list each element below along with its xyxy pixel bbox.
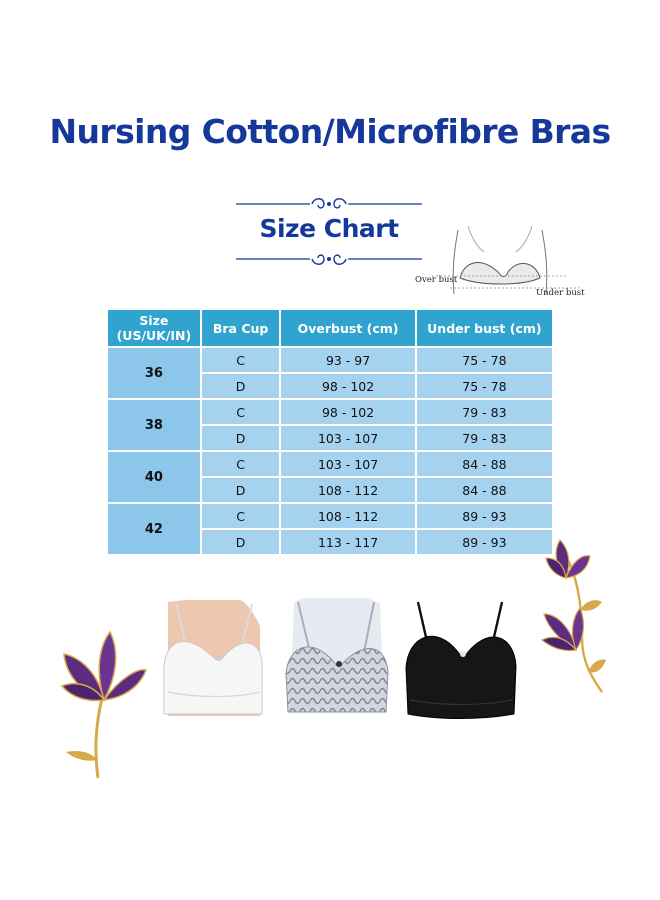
size-chart-heading: Size Chart [259,214,399,243]
header-bra-cup: Bra Cup [202,310,280,346]
overbust-cell: 108 - 112 [281,478,414,502]
cup-cell: C [202,504,280,528]
header-size-label: Size (US/UK/IN) [116,313,192,343]
page-title: Nursing Cotton/Microfibre Bras [49,112,611,151]
underbust-cell: 75 - 78 [417,348,552,372]
underbust-cell: 89 - 93 [417,504,552,528]
product-black-bra [402,596,518,740]
overbust-cell: 108 - 112 [281,504,414,528]
table-row [108,348,552,372]
under-bust-label: Under bust [536,288,585,298]
overbust-cell: 98 - 102 [281,374,414,398]
header-overbust: Overbust (cm) [281,310,414,346]
size-cell: 38 [108,400,200,450]
underbust-cell: 79 - 83 [417,426,552,450]
product-images [156,596,518,740]
overbust-cell: 103 - 107 [281,452,414,476]
table-row [108,504,552,528]
table-row [108,452,552,476]
underbust-cell: 75 - 78 [417,374,552,398]
table-row [108,400,552,424]
header-underbust: Under bust (cm) [417,310,552,346]
ornament-divider-bottom [232,250,426,268]
underbust-cell: 84 - 88 [417,452,552,476]
cup-cell: C [202,452,280,476]
size-cell: 40 [108,452,200,502]
cup-cell: D [202,530,280,554]
cup-cell: C [202,348,280,372]
cup-cell: D [202,478,280,502]
product-white-bra [156,596,268,740]
underbust-cell: 89 - 93 [417,530,552,554]
overbust-cell: 93 - 97 [281,348,414,372]
product-printed-bra [280,596,392,740]
overbust-cell: 98 - 102 [281,400,414,424]
size-chart-table [106,308,554,556]
size-cell: 42 [108,504,200,554]
underbust-cell: 79 - 83 [417,400,552,424]
overbust-cell: 113 - 117 [281,530,414,554]
overbust-cell: 103 - 107 [281,426,414,450]
size-cell: 36 [108,348,200,398]
flower-right-decoration [536,538,608,698]
cup-cell: C [202,400,280,424]
header-size [108,310,200,346]
cup-cell: D [202,426,280,450]
ornament-divider-top [232,195,426,213]
flower-left-decoration [58,628,148,784]
cup-cell: D [202,374,280,398]
table-header-row [108,310,552,346]
underbust-cell: 84 - 88 [417,478,552,502]
over-bust-label: Over bust [415,275,458,285]
